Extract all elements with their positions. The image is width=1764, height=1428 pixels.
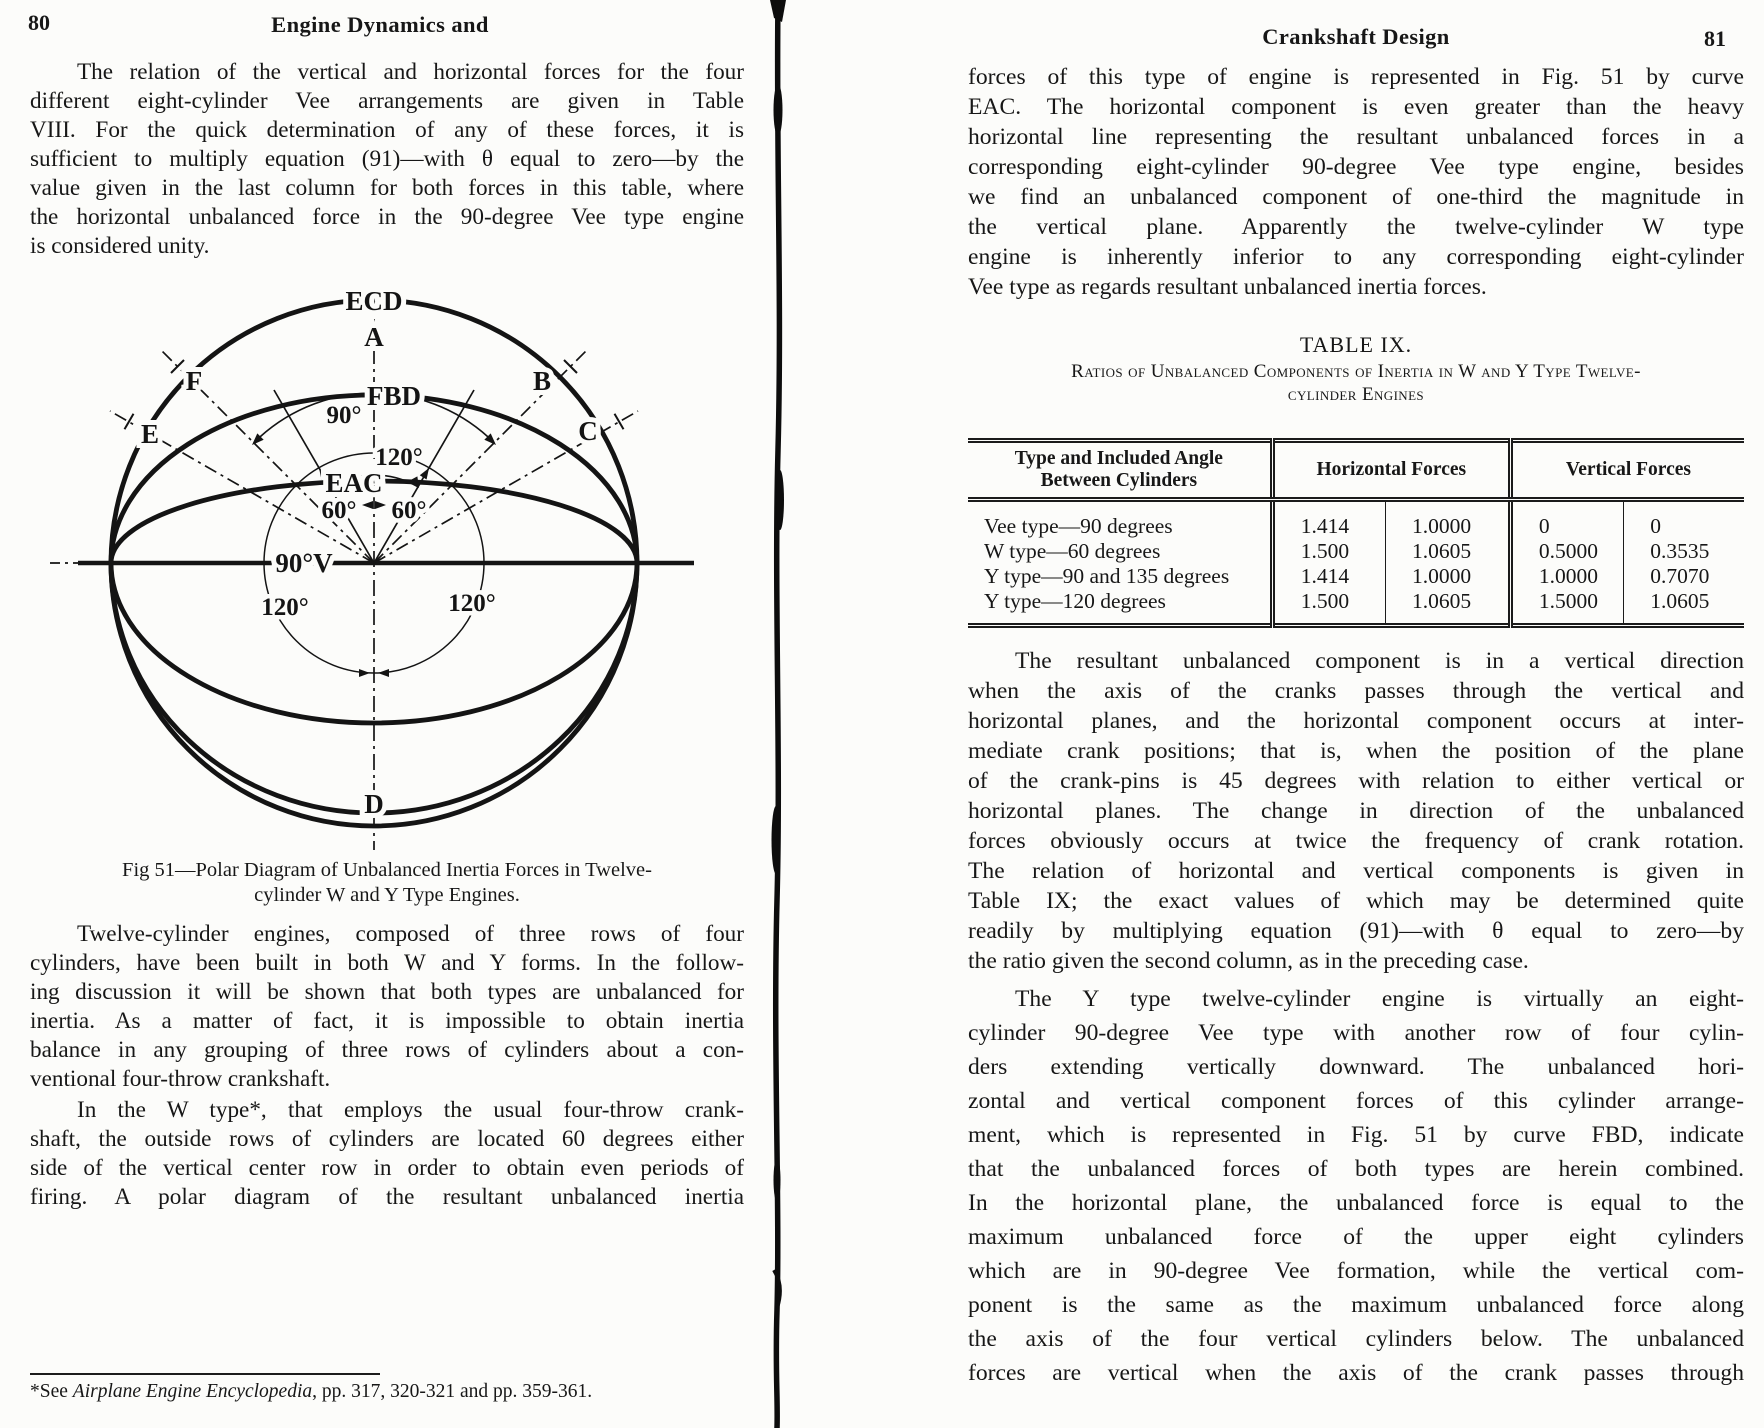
label-curve-eac: EAC (325, 468, 383, 498)
text-line: different eight-cylinder Vee arrangements are given in Table (30, 88, 744, 114)
left-paragraph-1 (30, 58, 744, 261)
text-line: horizontal planes. The change in direction of the unbalanced (968, 798, 1744, 824)
table-header-type (968, 441, 1272, 500)
table-ix-wrap (968, 438, 1744, 628)
text-line: horizontal planes, and the horizontal component occurs at inter- (968, 708, 1744, 734)
table-ix (968, 438, 1744, 628)
label-curve-fbd: FBD (367, 381, 421, 411)
text-line: zontal and vertical component forces of this cylinder arrange- (968, 1088, 1744, 1114)
table-cell-h2: 1.0000 (1385, 500, 1510, 540)
table-cell-h1: 1.500 (1272, 539, 1385, 564)
text-line: maximum unbalanced force of the upper eight cylinders (968, 1224, 1744, 1250)
table-header-type-line1: Type and Included Angle (1014, 448, 1223, 469)
text-line: shaft, the outside rows of cylinders are located 60 degrees either (30, 1126, 744, 1152)
table-subtitle-line1: Ratios of Unbalanced Components of Inertia in W and Y Type Twelve- (1071, 361, 1641, 382)
table-subtitle-line2: cylinder Engines (1287, 384, 1425, 405)
footnote-prefix: *See (30, 1381, 73, 1402)
text-line: Table IX; the exact values of which may be determined quite (968, 888, 1744, 914)
text-line: is considered unity. (30, 233, 210, 259)
text-line: mediate crank positions; that is, when the position of the plane (968, 738, 1744, 764)
label-point-a: A (364, 322, 384, 352)
label-axis-90v: 90°V (275, 548, 333, 578)
arrow-center-right (375, 501, 386, 509)
left-paragraph-3 (30, 1096, 744, 1212)
text-line: ponent is the same as the maximum unbalanced force along (968, 1292, 1744, 1318)
left-page-number: 80 (28, 10, 50, 35)
text-line: VIII. For the quick determination of any of these forces, it is (30, 117, 744, 143)
text-line: the horizontal unbalanced force in the 90-degree Vee type engine (30, 204, 744, 230)
text-line: side of the vertical center row in order to obtain even periods of (30, 1155, 744, 1181)
label-angle-90: 90° (326, 402, 362, 429)
text-line: forces of this type of engine is represented in Fig. 51 by curve (968, 64, 1744, 90)
table-ix-body (968, 500, 1744, 626)
table-cell-v1: 0 (1510, 500, 1623, 540)
right-running-header: Crankshaft Design (1262, 24, 1450, 49)
text-line: Twelve-cylinder engines, composed of three rows of four (77, 921, 744, 947)
table-subtitle (948, 360, 1764, 406)
right-paragraph-3 (968, 982, 1744, 1390)
text-line: In the W type*, that employs the usual four-throw crank- (77, 1097, 744, 1123)
label-angle-60-right: 60° (391, 497, 427, 524)
footnote-title: Airplane Engine Encyclopedia (72, 1381, 313, 1402)
table-header-vertical-forces: Vertical Forces (1510, 441, 1744, 500)
table-cell-v1: 1.5000 (1510, 589, 1623, 626)
text-line: forces obviously occurs at twice the frequency of crank rotation. (968, 828, 1744, 854)
label-point-d: D (364, 789, 384, 819)
label-angle-120-top: 120° (375, 444, 423, 471)
right-paragraph-2 (968, 646, 1744, 976)
gutter-blob-2 (776, 470, 784, 530)
label-point-f: F (185, 366, 203, 396)
gutter-blob-4 (774, 1158, 781, 1202)
footnote (30, 1381, 744, 1403)
table-cell-v2: 0.3535 (1624, 539, 1744, 564)
table-cell-h2: 1.0605 (1385, 539, 1510, 564)
label-point-e: E (140, 419, 160, 449)
text-line: ventional four-throw crankshaft. (30, 1066, 331, 1092)
text-line: EAC. The horizontal component is even greater than the heavy (968, 94, 1744, 120)
text-line: when the axis of the cranks passes through the vertical and (968, 678, 1744, 704)
text-line: we find an unbalanced component of one-third the magnitude in (968, 184, 1744, 210)
table-header-horizontal-forces: Horizontal Forces (1272, 441, 1510, 500)
gutter-line (776, 0, 780, 1428)
text-line: that the unbalanced forces of both types are herein combined. (968, 1156, 1744, 1182)
table-cell-type: Y type—120 degrees (984, 589, 1166, 613)
footnote-rest: , pp. 317, 320-321 and pp. 359-361. (312, 1381, 593, 1402)
text-line: value given in the last column for both forces in this table, where (30, 175, 744, 201)
text-line: corresponding eight-cylinder 90-degree Vee type engine, besides (968, 154, 1744, 180)
table-cell-v2: 0.7070 (1624, 564, 1744, 589)
arrow-center-left (362, 501, 373, 509)
label-angle-60-left: 60° (321, 497, 357, 524)
table-ix-header (968, 441, 1744, 500)
footnote-rule (30, 1373, 380, 1375)
gutter-blob-3 (772, 806, 781, 874)
radial-30-right (374, 411, 638, 563)
text-line: balance in any grouping of three rows of cylinders about a con- (30, 1037, 744, 1063)
text-line: forces are vertical when the axis of the crank passes through (968, 1360, 1744, 1386)
text-line: In the horizontal plane, the unbalanced force is equal to the (968, 1190, 1744, 1216)
fig51-caption (30, 858, 744, 908)
table-header-row (968, 441, 1744, 500)
text-line: the ratio given the second column, as in the preceding case. (968, 948, 1529, 974)
fig51-polar-diagram (42, 276, 702, 868)
table-row (968, 539, 1744, 564)
table-cell-type: Y type—90 and 135 degrees (984, 564, 1230, 588)
table-title: TABLE IX. (1299, 332, 1413, 357)
tick-30-right (615, 414, 624, 430)
text-line: The relation of the vertical and horizontal forces for the four (77, 59, 744, 85)
text-line: ders extending vertically downward. The unbalanced hori- (968, 1054, 1744, 1080)
fig51-caption-line2: cylinder W and Y Type Engines. (254, 884, 520, 906)
label-point-b: B (532, 366, 552, 396)
arrow-ref-bottom-left (359, 669, 370, 677)
label-point-c: C (578, 416, 598, 446)
table-row (968, 500, 1744, 540)
left-paragraph-2 (30, 920, 744, 1094)
text-line: The relation of horizontal and vertical components is given in (968, 858, 1744, 884)
table-cell-h1: 1.414 (1272, 564, 1385, 589)
text-line: horizontal line representing the resultant unbalanced forces in a (968, 124, 1744, 150)
text-line: the axis of the four vertical cylinders below. The unbalanced (968, 1326, 1744, 1352)
text-line: Vee type as regards resultant unbalanced inertia forces. (968, 274, 1487, 300)
table-cell-v2: 0 (1624, 500, 1744, 540)
table-cell-h1: 1.414 (1272, 500, 1385, 540)
right-page (792, 0, 1764, 1428)
table-cell-type: W type—60 degrees (984, 539, 1161, 563)
text-line: readily by multiplying equation (91)—with θ equal to zero—by (968, 918, 1744, 944)
text-line: the vertical plane. Apparently the twelve-cylinder W type (968, 214, 1744, 240)
fig51-caption-line1: Fig 51—Polar Diagram of Unbalanced Inertia Forces in Twelve- (122, 859, 652, 881)
label-angle-120-lower-right: 120° (448, 590, 496, 617)
table-cell-type: Vee type—90 degrees (984, 514, 1173, 538)
right-page-number: 81 (1704, 26, 1726, 51)
left-running-header: Engine Dynamics and (271, 12, 489, 37)
table-header-type-line2: Between Cylinders (1040, 470, 1198, 491)
text-line: engine is inherently inferior to any corresponding eight-cylinder (968, 244, 1744, 270)
text-line: inertia. As a matter of fact, it is impossible to obtain inertia (30, 1008, 744, 1034)
text-line: which are in 90-degree Vee formation, while the vertical com- (968, 1258, 1744, 1284)
text-line: firing. A polar diagram of the resultant unbalanced inertia (30, 1184, 744, 1210)
table-cell-h2: 1.0605 (1385, 589, 1510, 626)
label-angle-120-lower-left: 120° (261, 594, 309, 621)
label-curve-ecd: ECD (345, 286, 403, 316)
text-line: The resultant unbalanced component is in a vertical direction (1015, 648, 1744, 674)
table-cell-v1: 1.0000 (1510, 564, 1623, 589)
arrow-ref-bottom-right (378, 669, 389, 677)
table-row (968, 564, 1744, 589)
text-line: cylinders, have been built in both W and Y forms. In the follow- (30, 950, 744, 976)
gutter-blob-1 (774, 84, 783, 136)
text-line: sufficient to multiply equation (91)—with θ equal to zero—by the (30, 146, 744, 172)
left-page (0, 0, 778, 1428)
table-cell-v1: 0.5000 (1510, 539, 1623, 564)
table-cell-h1: 1.500 (1272, 589, 1385, 626)
table-cell-h2: 1.0000 (1385, 564, 1510, 589)
table-cell-v2: 1.0605 (1624, 589, 1744, 626)
right-paragraph-1 (968, 62, 1744, 302)
text-line: The Y type twelve-cylinder engine is virtually an eight- (1015, 986, 1744, 1012)
text-line: ing discussion it will be shown that both types are unbalanced for (30, 979, 744, 1005)
table-row (968, 589, 1744, 626)
tick-30-left (125, 414, 134, 430)
text-line: cylinder 90-degree Vee type with another row of four cylin- (968, 1020, 1744, 1046)
text-line: of the crank-pins is 45 degrees with relation to either vertical or (968, 768, 1744, 794)
text-line: ment, which is represented in Fig. 51 by curve FBD, indicate (968, 1122, 1744, 1148)
